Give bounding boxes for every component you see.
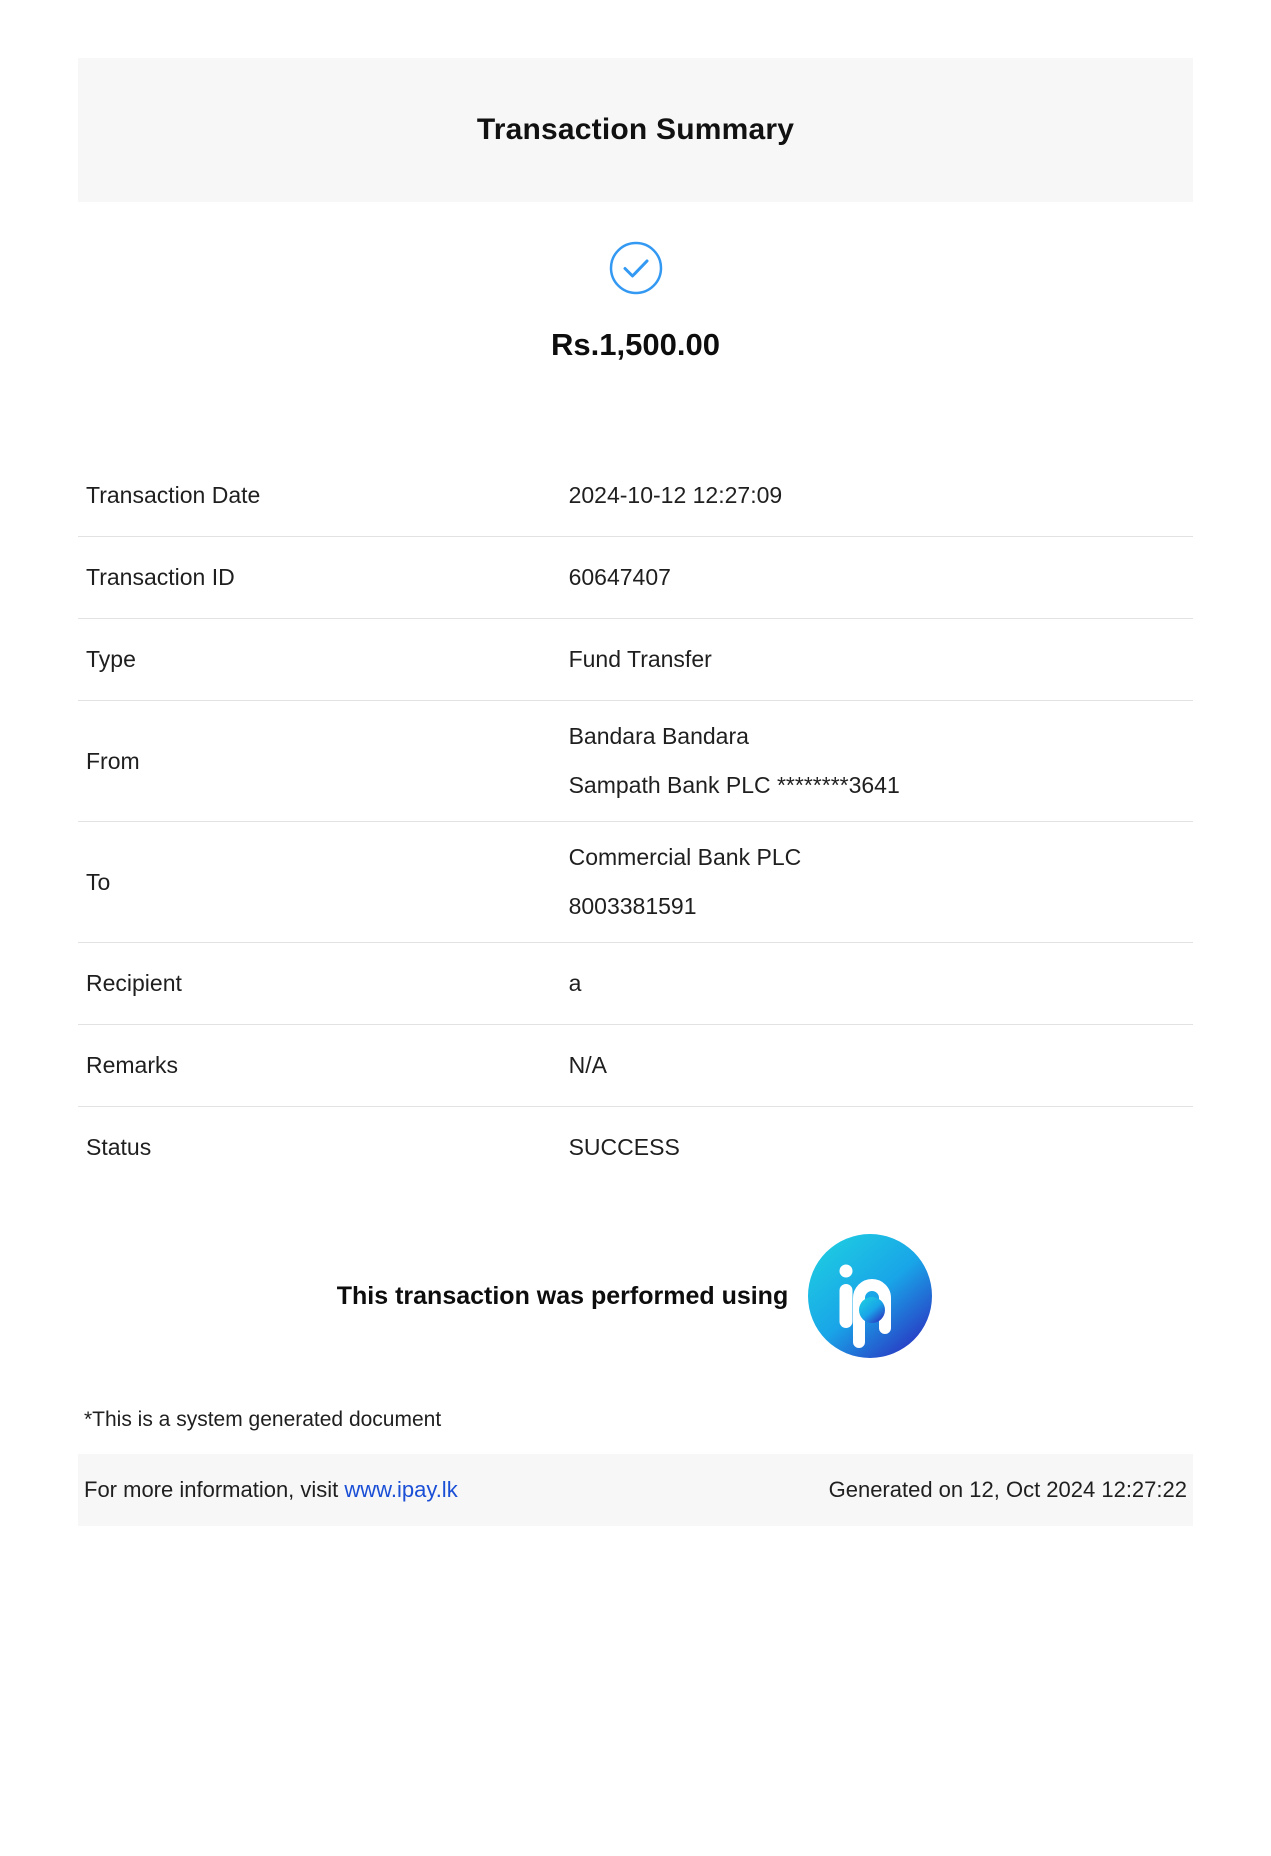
system-generated-note: *This is a system generated document: [84, 1408, 442, 1431]
row-label: Status: [86, 1134, 152, 1160]
row-value: [569, 1025, 1193, 1107]
row-value: [569, 537, 1193, 619]
status-badge: [569, 1107, 1193, 1189]
row-value: [569, 701, 1193, 822]
table-row: [78, 455, 1193, 537]
footer-info-prefix: For more information, visit: [84, 1477, 345, 1502]
row-label: Recipient: [86, 970, 182, 996]
row-value-line: a: [568, 970, 582, 996]
row-value-line: Fund Transfer: [568, 646, 712, 672]
row-value: [569, 943, 1193, 1025]
transaction-details-table: [78, 455, 1193, 1188]
row-value-line: 2024-10-12 12:27:09: [568, 482, 783, 508]
generated-timestamp: Generated on 12, Oct 2024 12:27:22: [828, 1477, 1187, 1502]
status-block: [78, 240, 1193, 363]
table-row: [78, 701, 1193, 822]
table-row: [78, 1107, 1193, 1189]
table-row: [78, 822, 1193, 943]
transaction-summary-page: [0, 58, 1271, 1856]
row-value: [569, 822, 1193, 943]
page-title: Transaction Summary: [476, 113, 795, 146]
ipay-website-link[interactable]: www.ipay.lk: [344, 1477, 458, 1502]
row-value: [569, 455, 1193, 537]
ipay-logo: [806, 1232, 934, 1360]
table-row: [78, 943, 1193, 1025]
branding-row: [78, 1232, 1193, 1360]
row-label: Remarks: [86, 1052, 179, 1078]
row-value-line: Sampath Bank PLC ********3641: [568, 772, 900, 798]
row-label: To: [86, 868, 111, 895]
branding-text: This transaction was performed using: [336, 1281, 789, 1310]
row-value-line: N/A: [568, 1052, 607, 1078]
table-row: [78, 619, 1193, 701]
row-label: From: [86, 747, 140, 774]
row-value: [569, 619, 1193, 701]
table-row: [78, 1025, 1193, 1107]
footer-info: [84, 1477, 458, 1503]
row-value-line: Bandara Bandara: [568, 723, 749, 749]
page-footer: [78, 1454, 1193, 1526]
check-circle-icon: [608, 240, 664, 296]
row-label: Transaction ID: [86, 564, 235, 590]
row-value-line: 8003381591: [568, 893, 697, 919]
row-label: Type: [86, 646, 136, 672]
row-value-line: Commercial Bank PLC: [568, 844, 802, 870]
row-value-line: SUCCESS: [568, 1134, 680, 1160]
transaction-amount: Rs.1,500.00: [551, 327, 720, 362]
page-header: [78, 58, 1193, 202]
table-row: [78, 537, 1193, 619]
row-value-line: 60647407: [568, 564, 671, 590]
row-label: Transaction Date: [86, 482, 261, 508]
